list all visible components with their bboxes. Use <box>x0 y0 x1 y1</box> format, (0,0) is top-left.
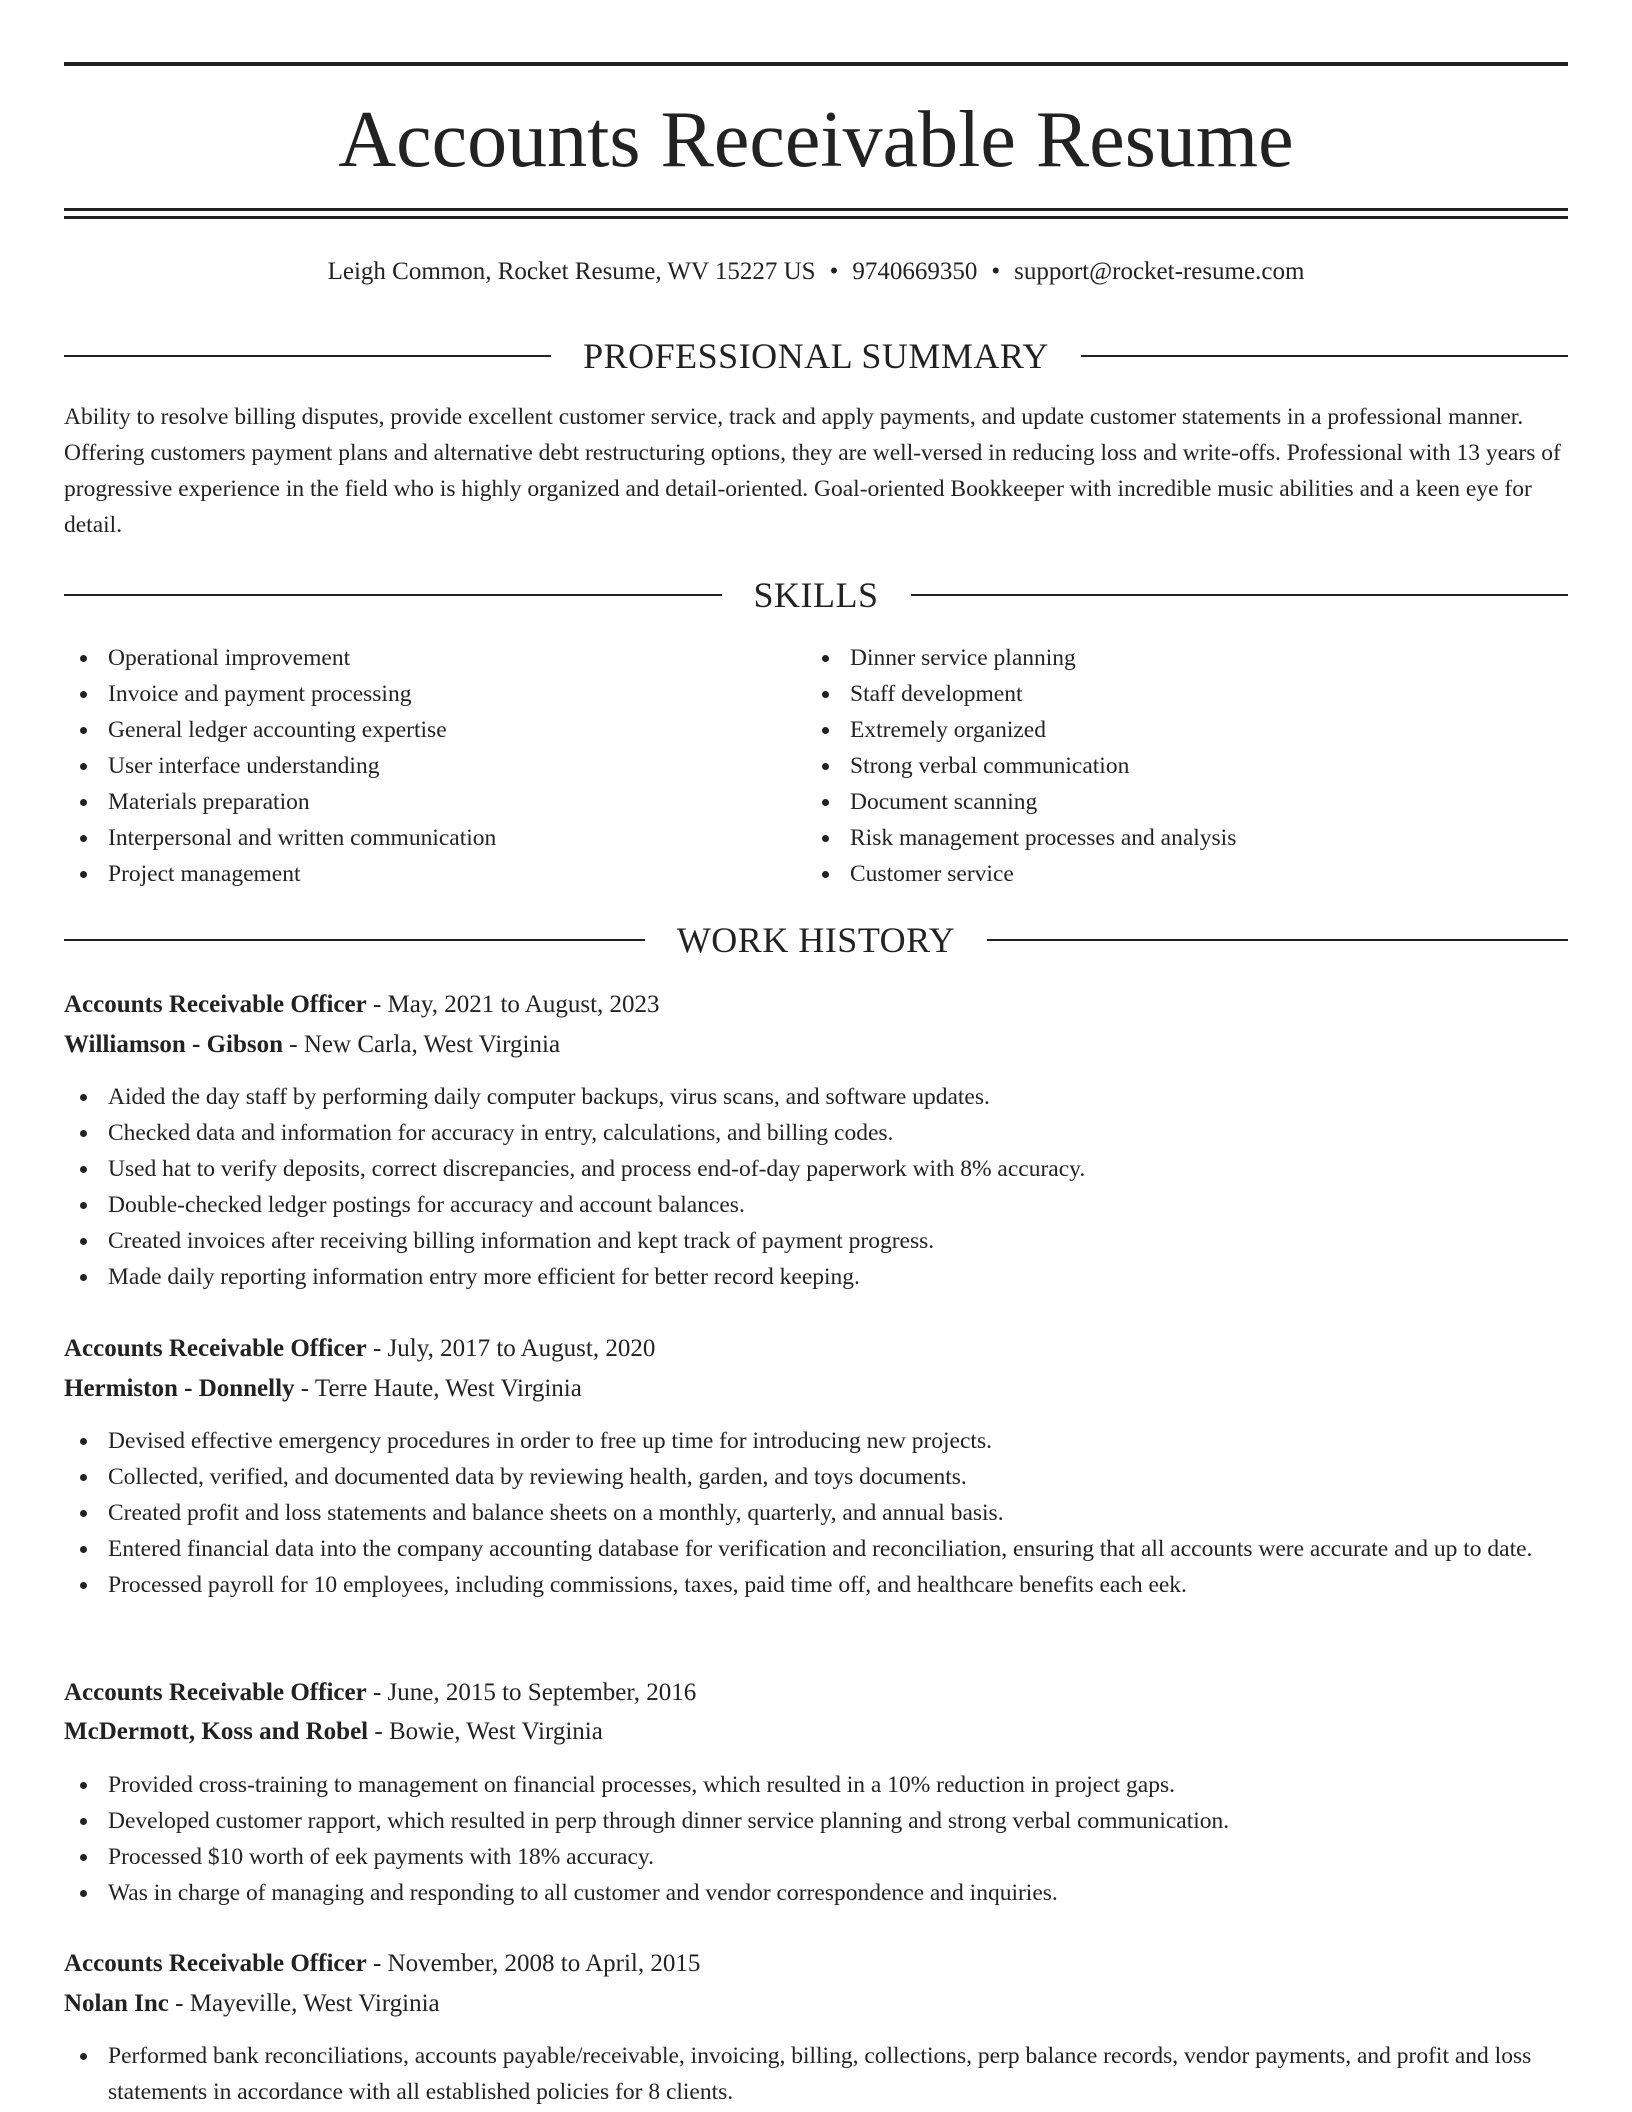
job-bullets <box>64 2038 1568 2110</box>
job-company-line <box>64 1714 603 1750</box>
skill-item: Customer service <box>806 856 1566 892</box>
skill-item: General ledger accounting expertise <box>64 712 804 748</box>
skill-item: Document scanning <box>806 784 1566 820</box>
title-double-rule-upper <box>64 208 1568 211</box>
job-title-line <box>64 1946 700 1982</box>
job-bullets <box>64 1767 1568 1911</box>
skill-item: Materials preparation <box>64 784 804 820</box>
job-bullet: Created profit and loss statements and balance sheets on a monthly, quarterly, and annual basis. <box>64 1495 1568 1531</box>
skills-list-right <box>806 640 1566 892</box>
job-location: - Bowie, West Virginia <box>368 1718 603 1745</box>
summary-heading-label: PROFESSIONAL SUMMARY <box>583 336 1049 376</box>
heading-rule-left <box>64 939 645 941</box>
contact-separator: • <box>991 258 1001 285</box>
job-bullets <box>64 1423 1568 1603</box>
skill-item: Staff development <box>806 676 1566 712</box>
job-title-line <box>64 1675 696 1711</box>
title-double-rule-lower <box>64 216 1568 219</box>
skill-item: User interface understanding <box>64 748 804 784</box>
job-company: Williamson - Gibson <box>64 1031 284 1058</box>
job-bullet: Processed $10 worth of eek payments with 18% accuracy. <box>64 1839 1568 1875</box>
job-title: Accounts Receivable Officer <box>64 1335 367 1362</box>
work-history-heading <box>64 918 1568 962</box>
skill-item: Dinner service planning <box>806 640 1566 676</box>
skills-list-left <box>64 640 804 892</box>
job-bullet: Was in charge of managing and responding to all customer and vendor correspondence and inquiries. <box>64 1875 1568 1911</box>
skill-item: Project management <box>64 856 804 892</box>
job-bullet: Provided cross-training to management on financial processes, which resulted in a 10% reduction in project gaps. <box>64 1767 1568 1803</box>
job-company: Nolan Inc <box>64 1990 169 2017</box>
job-company-line <box>64 1027 560 1063</box>
job-bullet: Used hat to verify deposits, correct discrepancies, and process end-of-day paperwork with 8% accuracy. <box>64 1151 1568 1187</box>
job-title: Accounts Receivable Officer <box>64 1679 367 1706</box>
job-bullet: Devised effective emergency procedures in order to free up time for introducing new projects. <box>64 1423 1568 1459</box>
work-history-heading-label: WORK HISTORY <box>676 920 956 960</box>
heading-rule-right <box>911 594 1569 596</box>
job-bullet: Entered financial data into the company accounting database for verification and reconciliation, ensuring that all accounts were accurate and up to date. <box>64 1531 1568 1567</box>
job-title: Accounts Receivable Officer <box>64 1950 367 1977</box>
contact-email: support@rocket-resume.com <box>1014 258 1305 285</box>
summary-text: Ability to resolve billing disputes, provide excellent customer service, track and apply payments, and update customer statements in a professional manner. Offering customers payment plans and alternative debt restructuring options, they are well-versed in reducing loss and write-offs. Professional with 13 years of progressive experience in the field who is highly organized and detail-oriented. Goal-oriented Bookkeeper with incredible music abilities and a keen eye for detail. <box>64 404 1561 538</box>
skill-item: Operational improvement <box>64 640 804 676</box>
job-title: Accounts Receivable Officer <box>64 991 367 1018</box>
contact-address: Leigh Common, Rocket Resume, WV 15227 US <box>327 258 816 285</box>
job-bullet: Collected, verified, and documented data by reviewing health, garden, and toys documents. <box>64 1459 1568 1495</box>
skill-item: Interpersonal and written communication <box>64 820 804 856</box>
job-bullet: Created invoices after receiving billing information and kept track of payment progress. <box>64 1223 1568 1259</box>
job-bullet: Aided the day staff by performing daily computer backups, virus scans, and software updates. <box>64 1079 1568 1115</box>
job-bullet: Developed customer rapport, which resulted in perp through dinner service planning and strong verbal communication. <box>64 1803 1568 1839</box>
job-dates: - November, 2008 to April, 2015 <box>366 1950 701 1977</box>
job-bullet: Performed bank reconciliations, accounts payable/receivable, invoicing, billing, collections, perp balance records, vendor payments, and profit and loss statements in accordance with all established policies for 8 clients. <box>64 2038 1568 2110</box>
job-dates: - July, 2017 to August, 2020 <box>366 1335 656 1362</box>
job-dates: - May, 2021 to August, 2023 <box>366 991 660 1018</box>
skill-item: Invoice and payment processing <box>64 676 804 712</box>
skill-item: Strong verbal communication <box>806 748 1566 784</box>
job-company-line <box>64 1986 440 2022</box>
skills-heading <box>64 573 1568 617</box>
job-title-line <box>64 1331 655 1367</box>
skills-heading-label: SKILLS <box>753 575 879 615</box>
job-company: McDermott, Koss and Robel <box>64 1718 369 1745</box>
summary-heading <box>64 334 1568 378</box>
job-dates: - June, 2015 to September, 2016 <box>366 1679 697 1706</box>
contact-line <box>64 254 1568 290</box>
contact-separator: • <box>829 258 839 285</box>
contact-phone: 9740669350 <box>852 258 978 285</box>
job-location: - New Carla, West Virginia <box>283 1031 561 1058</box>
job-company-line <box>64 1371 582 1407</box>
heading-rule-right <box>1081 355 1568 357</box>
job-company: Hermiston - Donnelly <box>64 1375 295 1402</box>
job-title-line <box>64 987 660 1023</box>
job-bullet: Checked data and information for accuracy in entry, calculations, and billing codes. <box>64 1115 1568 1151</box>
top-rule <box>64 62 1568 66</box>
heading-rule-left <box>64 355 551 357</box>
job-bullets <box>64 1079 1568 1295</box>
job-bullet: Made daily reporting information entry more efficient for better record keeping. <box>64 1259 1568 1295</box>
heading-rule-left <box>64 594 722 596</box>
skill-item: Extremely organized <box>806 712 1566 748</box>
job-location: - Terre Haute, West Virginia <box>294 1375 582 1402</box>
heading-rule-right <box>987 939 1568 941</box>
skill-item: Risk management processes and analysis <box>806 820 1566 856</box>
job-location: - Mayeville, West Virginia <box>168 1990 440 2017</box>
job-bullet: Double-checked ledger postings for accuracy and account balances. <box>64 1187 1568 1223</box>
page-title: Accounts Receivable Resume <box>338 96 1294 184</box>
job-bullet: Processed payroll for 10 employees, including commissions, taxes, paid time off, and healthcare benefits each eek. <box>64 1567 1568 1603</box>
